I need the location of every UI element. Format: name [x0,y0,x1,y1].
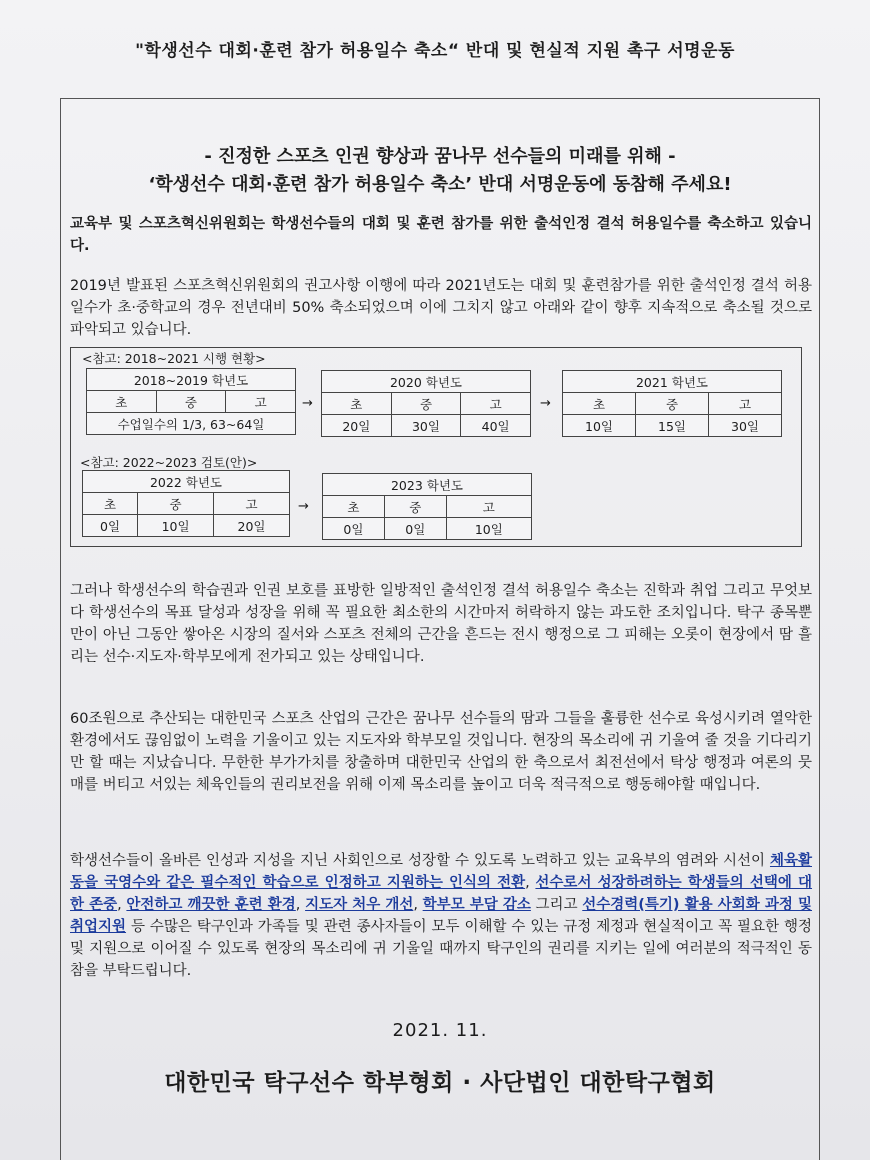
level-elementary: 초 [322,393,392,415]
level-high: 고 [709,393,782,415]
level-elementary: 초 [563,393,636,415]
table-2018-2019 [86,368,296,435]
table-year-header: 2021 학년도 [563,371,782,393]
table-cell-value: 30일 [709,415,782,437]
table-cell-value: 0일 [323,518,385,540]
reference-caption-current: <참고: 2018~2021 시행 현황> [82,351,266,366]
level-middle: 중 [391,393,461,415]
level-elementary: 초 [83,493,138,515]
table-cell-value: 20일 [214,515,290,537]
paragraph-background: 2019년 발표된 스포츠혁신위원회의 권고사항 이행에 따라 2021년도는 대회 및 훈련참가를 위한 출석인정 결석 허용일수가 초·중학교의 경우 전년대비 50% 축소되었으며 이에 그치지 않고 아래와 같이 향후 지속적으로 축소될 것으로 파악되고 있습니다. [70,278,812,338]
table-2022 [82,470,290,537]
appeal-text: 등 수많은 탁구인과 가족들 및 관련 종사자들이 모두 이해할 수 있는 규정 제정과 현실적이고 꼭 필요한 행정 및 지원으로 이어질 수 있도록 현장의 목소리에 귀 기울일 때까지 탁구인의 권리를 지키는 일에 여러분의 적극적인 동참을 부탁드립니다. [70,919,812,979]
highlight-coach-treatment: 지도자 처우 개선 [305,897,414,913]
table-cell-value: 40일 [461,415,531,437]
subtitle-line-2: ‘학생선수 대회·훈련 참가 허용일수 축소’ 반대 서명운동에 동참해 주세요! [148,174,732,195]
highlight-parent-burden: 학부모 부담 감소 [422,897,531,913]
table-cell-value: 10일 [446,518,531,540]
level-high: 고 [214,493,290,515]
table-year-header: 2020 학년도 [322,371,531,393]
highlight-career-support: 선수경력(특기) 활용 사회화 과정 및 취업지원 [70,897,813,935]
level-middle: 중 [156,391,226,413]
highlight-perception-shift: 체육활동을 국영수와 같은 필수적인 학습으로 인정하고 지원하는 인식의 전환 [70,853,812,891]
level-middle: 중 [384,496,446,518]
table-cell-value: 10일 [563,415,636,437]
highlight-respect-choice: 선수로서 성장하려하는 학생들의 선택에 대한 존중 [70,875,813,913]
table-2020 [321,370,531,437]
document-header-title: "학생선수 대회·훈련 참가 허용일수 축소“ 반대 및 현실적 지원 촉구 서명운동 [135,41,735,61]
table-year-header: 2018~2019 학년도 [87,369,296,391]
paragraph-appeal [70,850,812,982]
separator: , [295,897,306,913]
arrow-icon: → [298,499,309,514]
level-high: 고 [446,496,531,518]
appeal-text: 학생선수들이 올바른 인성과 지성을 지닌 사회인으로 성장할 수 있도록 노력하고 있는 교육부의 염려와 시선이 [70,853,770,869]
table-year-header: 2022 학년도 [83,471,290,493]
separator: , [117,897,127,913]
level-middle: 중 [636,393,709,415]
table-cell-value: 20일 [322,415,392,437]
appeal-text: 그리고 [530,897,583,913]
table-cell-value: 30일 [391,415,461,437]
reference-caption-proposal: <참고: 2022~2023 검토(안)> [80,455,258,470]
table-cell-value: 10일 [138,515,214,537]
level-elementary: 초 [323,496,385,518]
level-middle: 중 [138,493,214,515]
paragraph-problem: 그러나 학생선수의 학습권과 인권 보호를 표방한 일방적인 출석인정 결석 허용일수 축소는 진학과 취업 그리고 무엇보다 학생선수의 목표 달성과 성장을 위해 꼭 필요한 최소한의 시간마저 허락하지 않는 과도한 조치입니다. 탁구 종목뿐만이 아닌 그동안 쌓아온 시장의 질서와 스포츠 전체의 근간을 흔드는 전시 행정으로 그 피해는 오롯이 현장에서 땀 흘리는 선수·지도자·학부모에게 전가되고 있는 상태입니다. [70,583,812,665]
organization-signoff: 대한민국 탁구선수 학부형회 · 사단법인 대한탁구협회 [164,1070,716,1096]
table-cell-value: 0일 [83,515,138,537]
level-elementary: 초 [87,391,157,413]
highlight-safe-environment: 안전하고 깨끗한 훈련 환경 [126,897,296,913]
arrow-icon: → [540,396,551,411]
table-2023 [322,473,532,540]
separator: , [413,897,423,913]
table-2021 [562,370,782,437]
table-year-header: 2023 학년도 [323,474,532,496]
table-cell-value: 15일 [636,415,709,437]
paragraph-industry: 60조원으로 추산되는 대한민국 스포츠 산업의 근간은 꿈나무 선수들의 땀과 그들을 훌륭한 선수로 육성시키려 열악한 환경에서도 끊임없이 노력을 기울이고 있는 지도자와 학부모일 것입니다. 현장의 목소리에 귀 기울여 줄 것을 기다리기만 할 때는 지났습니다. 무한한 부가가치를 창출하며 대한민국 산업의 한 축으로서 최전선에서 탁상 행정과 여론의 뭇매를 버티고 서있는 체육인들의 권리보전을 위해 이제 목소리를 높이고 더욱 적극적으로 행동해야할 때입니다. [70,711,812,793]
level-high: 고 [226,391,296,413]
separator: , [525,875,536,891]
arrow-icon: → [302,396,313,411]
level-high: 고 [461,393,531,415]
table-cell-value: 수업일수의 1/3, 63~64일 [87,413,296,435]
document-date: 2021. 11. [392,1020,488,1041]
subtitle-line-1: - 진정한 스포츠 인권 향상과 꿈나무 선수들의 미래를 위해 - [204,146,676,167]
table-cell-value: 0일 [384,518,446,540]
intro-paragraph: 교육부 및 스포츠혁신위원회는 학생선수들의 대회 및 훈련 참가를 위한 출석인정 결석 허용일수를 축소하고 있습니다. [70,216,812,254]
